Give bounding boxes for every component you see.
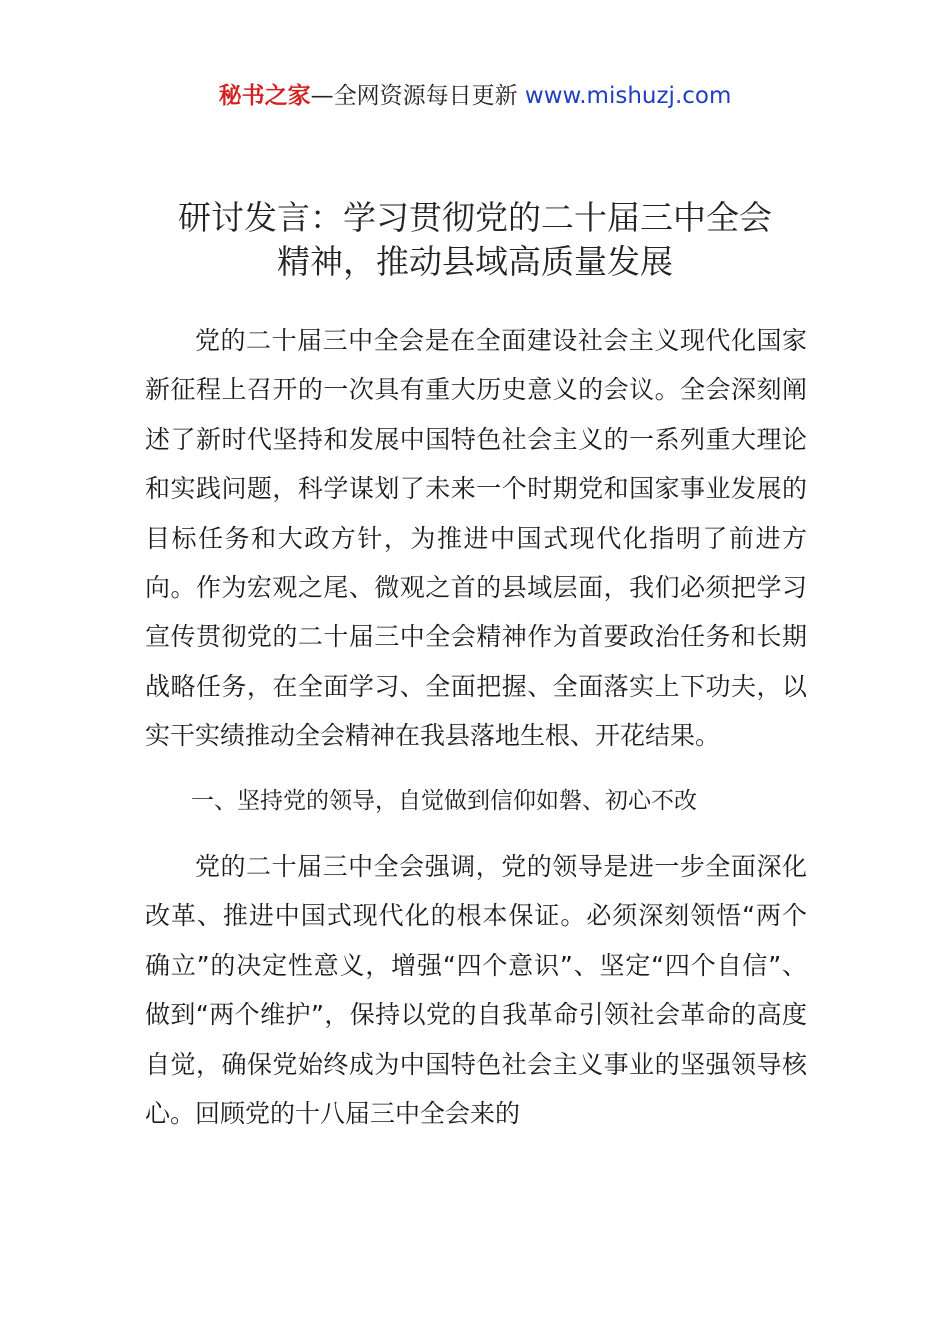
site-tagline: —全网资源每日更新 xyxy=(310,83,525,109)
site-url: www.mishuzj.com xyxy=(524,83,732,109)
site-brand: 秘书之家 xyxy=(218,83,311,109)
section-heading: 一、坚持党的领导，自觉做到信仰如磐、初心不改 xyxy=(191,787,697,814)
document-title xyxy=(100,196,850,284)
document-body xyxy=(145,316,807,1139)
document-title-line-2: 精神，推动县域高质量发展 xyxy=(277,242,673,281)
intro-paragraph: 党的二十届三中全会是在全面建设社会主义现代化国家新征程上召开的一次具有重大历史意义的会议。全会深刻阐述了新时代坚持和发展中国特色社会主义的一系列重大理论和实践问题，科学谋划了未来一个时期党和国家事业发展的目标任务和大政方针，为推进中国式现代化指明了前进方向。作为宏观之尾、微观之首的县域层面，我们必须把学习宣传贯彻党的二十届三中全会精神作为首要政治任务和长期战略任务，在全面学习、全面把握、全面落实上下功夫，以实干实绩推动全会精神在我县落地生根、开花结果。 xyxy=(145,326,807,751)
document-title-line-1: 研讨发言：学习贯彻党的二十届三中全会 xyxy=(178,198,772,237)
section-paragraph: 党的二十届三中全会强调，党的领导是进一步全面深化改革、推进中国式现代化的根本保证。必须深刻领悟“两个确立”的决定性意义，增强“四个意识”、坚定“四个自信”、做到“两个维护”，保持以党的自我革命引领社会革命的高度自觉，确保党始终成为中国特色社会主义事业的坚强领导核心。回顾党的十八届三中全会来的 xyxy=(145,852,807,1129)
site-header xyxy=(0,80,950,112)
